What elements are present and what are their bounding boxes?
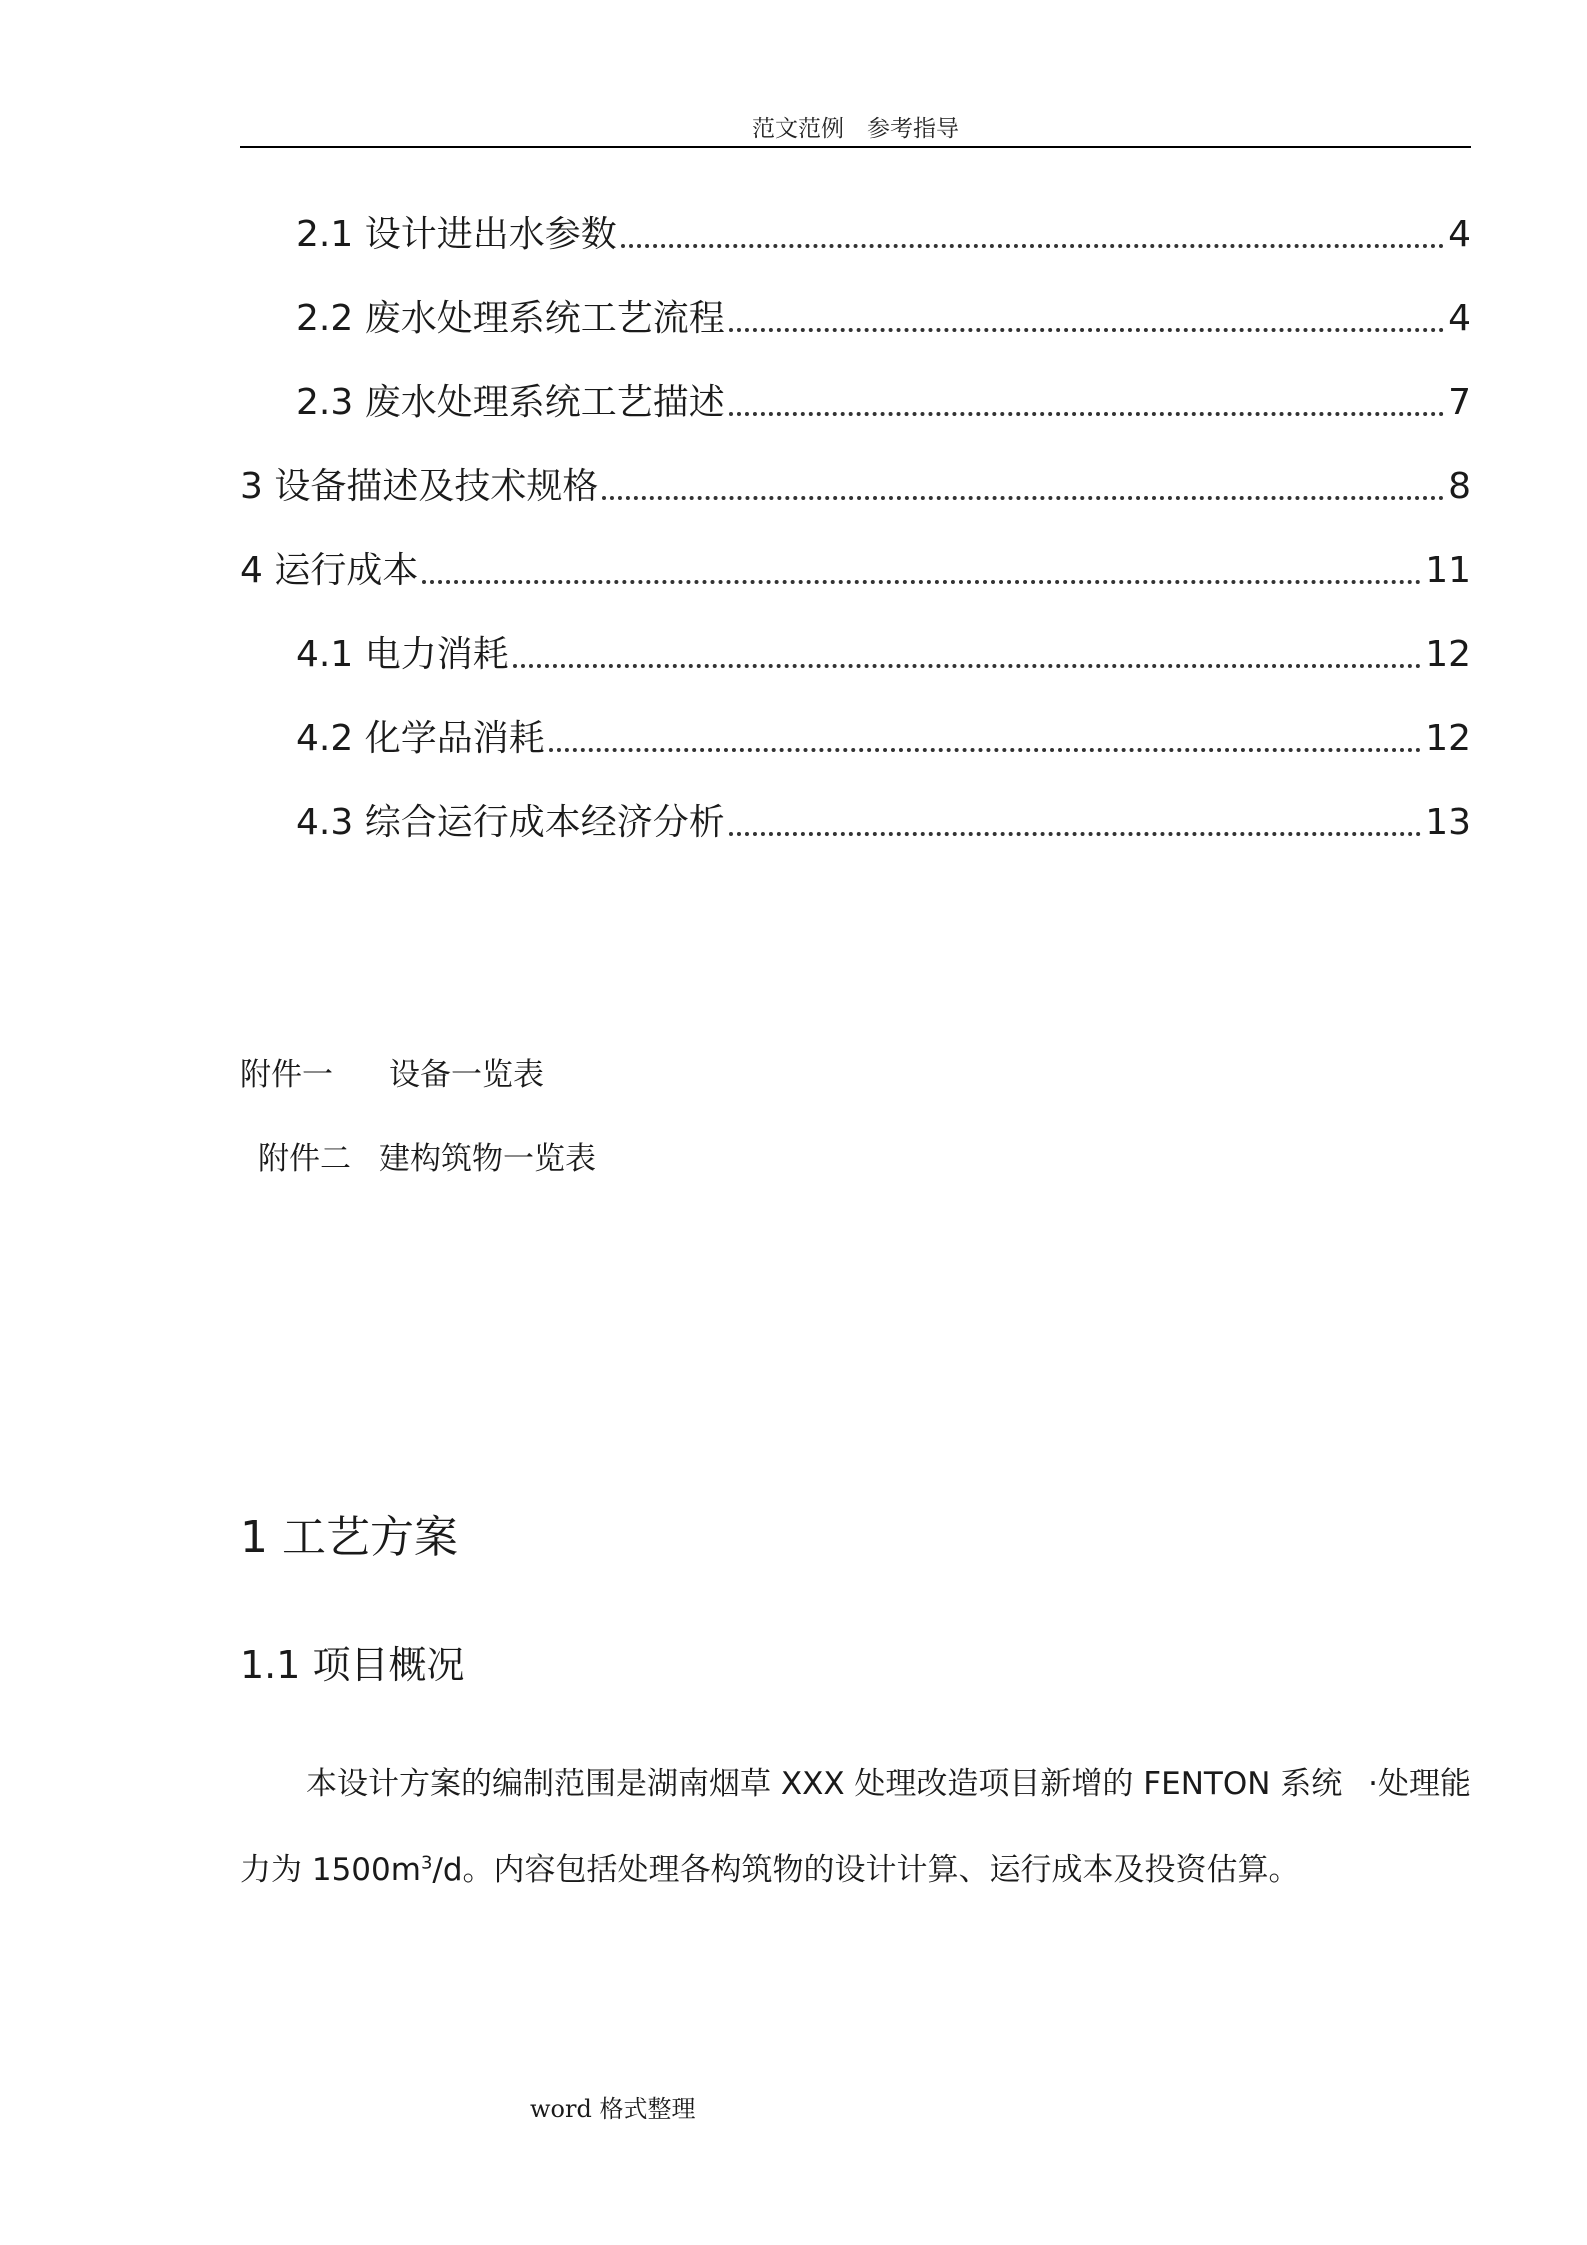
subsection-heading: 1.1 项目概况 <box>240 1643 465 1687</box>
toc-entry-title: 2.3 废水处理系统工艺描述 <box>296 382 725 423</box>
toc-entry-page: 4 <box>1448 214 1471 255</box>
toc-entry-title: 3 设备描述及技术规格 <box>240 466 599 507</box>
toc-leader-dots <box>729 412 1444 416</box>
toc-leader-dots <box>729 328 1444 332</box>
toc-entry-title: 4 运行成本 <box>240 550 419 591</box>
section-heading: 1 工艺方案 <box>240 1512 458 1563</box>
page-footer: word 格式整理 <box>530 2095 696 2123</box>
toc-leader-dots <box>729 832 1421 836</box>
superscript: 3 <box>420 1852 433 1874</box>
toc-entry-title: 2.2 废水处理系统工艺流程 <box>296 298 725 339</box>
paragraph-text: 力为 1500m <box>240 1852 421 1888</box>
toc-entry[interactable] <box>240 212 1471 258</box>
toc-entry[interactable] <box>240 464 1471 510</box>
toc-entry-title: 4.1 电力消耗 <box>296 634 509 675</box>
appendix-entry <box>240 1055 544 1095</box>
toc-entry-page: 4 <box>1448 298 1471 339</box>
page-header: 范文范例 参考指导 <box>240 112 1471 148</box>
appendix-label: 附件一 <box>240 1057 333 1093</box>
toc-entry[interactable] <box>240 380 1471 426</box>
toc-entry-page: 13 <box>1425 802 1471 843</box>
paragraph-text: 本设计方案的编制范围是湖南烟草 XXX 处理改造项目新增的 FENTON 系统 <box>306 1766 1343 1802</box>
toc-entry-page: 11 <box>1425 550 1471 591</box>
appendix-label: 附件二 <box>258 1141 351 1177</box>
toc-leader-dots <box>602 496 1444 500</box>
toc-entry-title: 4.2 化学品消耗 <box>296 718 545 759</box>
appendix-name: 建构筑物一览表 <box>379 1141 596 1177</box>
paragraph-text: /d。内容包括处理各构筑物的设计计算、运行成本及投资估算。 <box>432 1852 1300 1888</box>
paragraph-text: ·处理能 <box>1368 1766 1471 1802</box>
toc-entry[interactable] <box>240 800 1471 846</box>
toc-entry-page: 7 <box>1448 382 1471 423</box>
toc-leader-dots <box>549 748 1421 752</box>
toc-entry-title: 4.3 综合运行成本经济分析 <box>296 802 725 843</box>
toc-leader-dots <box>513 664 1421 668</box>
toc-entry[interactable] <box>240 632 1471 678</box>
body-paragraph-line-2 <box>240 1848 1471 1892</box>
toc-entry-page: 12 <box>1425 718 1471 759</box>
toc-entry[interactable] <box>240 716 1471 762</box>
toc-entry[interactable] <box>240 296 1471 342</box>
toc-leader-dots <box>422 580 1421 584</box>
toc-entry-title: 2.1 设计进出水参数 <box>296 214 617 255</box>
appendix-name: 设备一览表 <box>389 1057 544 1093</box>
toc-entry-page: 12 <box>1425 634 1471 675</box>
toc-entry-page: 8 <box>1448 466 1471 507</box>
toc-entry[interactable] <box>240 548 1471 594</box>
body-paragraph-line-1 <box>240 1762 1471 1806</box>
appendix-entry <box>258 1139 596 1179</box>
toc-leader-dots <box>621 244 1444 248</box>
